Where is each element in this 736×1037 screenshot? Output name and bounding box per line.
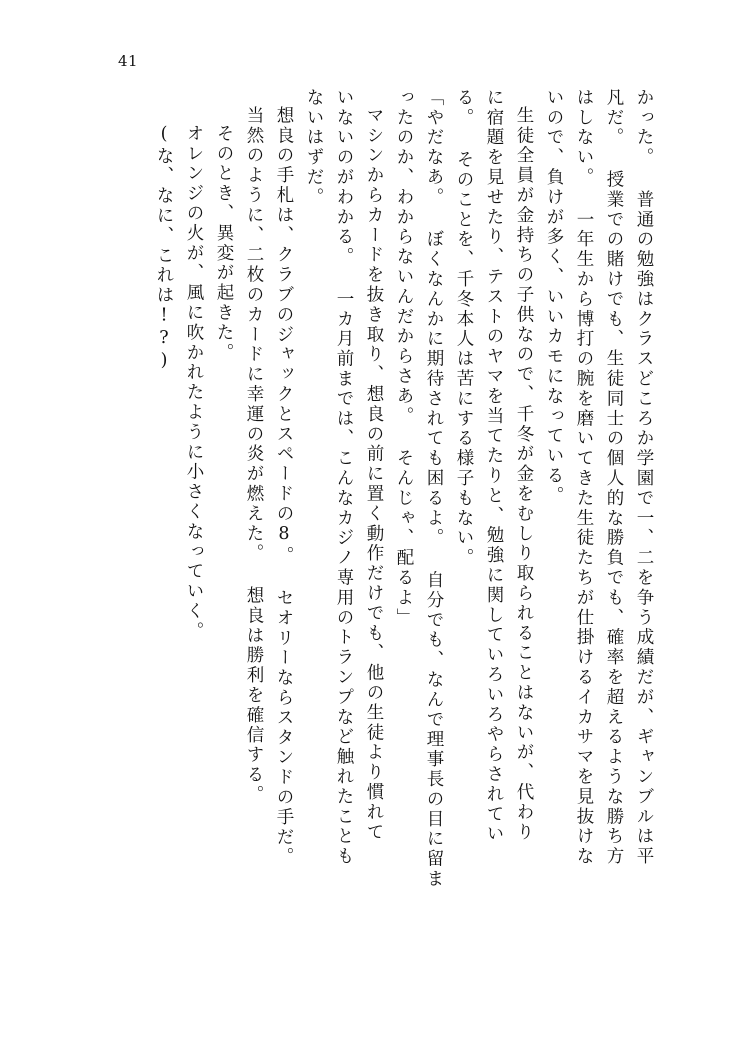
text-column: 想良の手札は、クラブのジャックとスペードの8。 セオリーならスタンドの手だ。	[274, 106, 294, 868]
vertical-text-body	[92, 88, 652, 968]
text-column: ったのか、わからないんだからさあ。 そんじゃ、配るよ」	[394, 88, 414, 628]
page-number: 41	[118, 52, 139, 70]
text-column: そのとき、異変が起きた。	[214, 124, 234, 363]
text-column: マシンからカードを抜き取り、想良の前に置く動作だけでも、他の生徒より慣れて	[364, 106, 384, 843]
text-column: かった。 普通の勉強はクラスどころか学園で一、二を争う成績だが、ギャンブルは平	[634, 88, 654, 867]
text-column: 凡だ。 授業での賭けでも、生徒同士の個人的な勝負でも、確率を超えるような勝ち方	[604, 88, 624, 867]
text-column: オレンジの火が、風に吹かれたように小さくなっていく。	[184, 124, 204, 642]
text-column: ないはずだ。	[304, 88, 324, 208]
text-column: 当然のように、二枚のカードに幸運の炎が燃えた。 想良は勝利を確信する。	[244, 106, 264, 805]
text-column: に宿題を見せたり、テストのヤマを当てたりと、勉強に関していろいろやらされてい	[484, 88, 504, 845]
text-column: 生徒全員が金持ちの子供なので、千冬が金をむしり取られることはないが、代わり	[514, 106, 534, 843]
text-column: いので、負けが多く、いいカモになっている。	[544, 88, 564, 506]
text-column: (な、なに、これは!?)	[154, 124, 174, 373]
text-column: 「やだなあ。 ぼくなんかに期待されても困るよ。 自分でも、なんで理事長の目に留ま	[424, 88, 444, 889]
text-column: はしない。 一年生から博打の腕を磨いてきた生徒たちが仕掛けるイカサマを見抜けな	[574, 88, 594, 867]
text-column: る。 そのことを、千冬本人は苦にする様子もない。	[454, 88, 474, 569]
text-column: いないのがわかる。 一カ月前までは、こんなカジノ専用のトランプなど触れたことも	[334, 88, 354, 867]
